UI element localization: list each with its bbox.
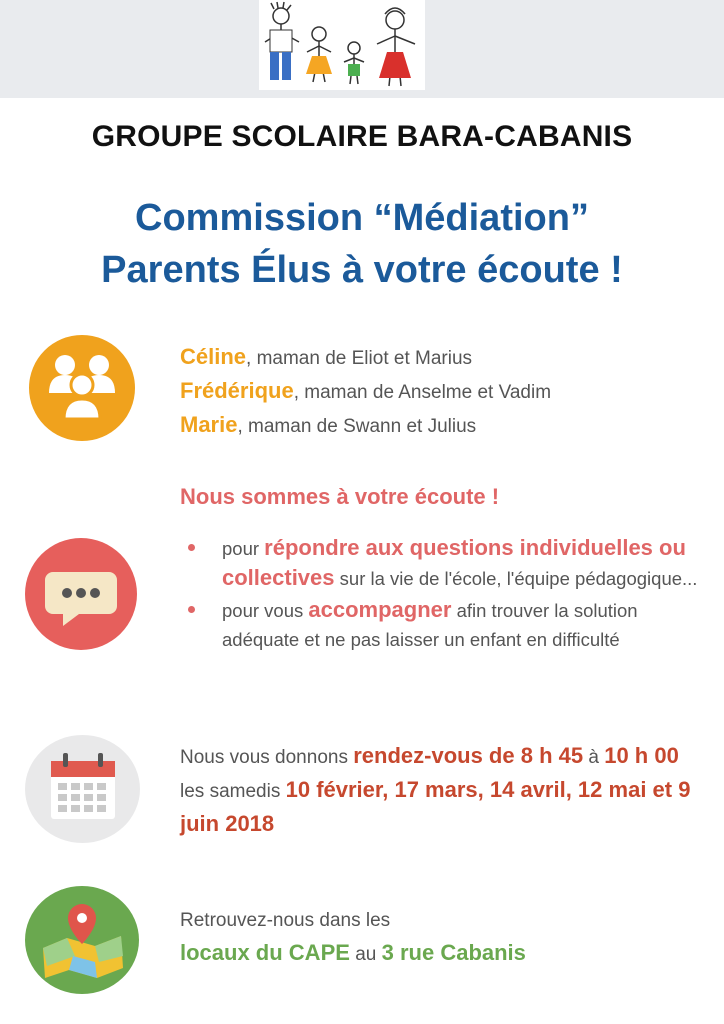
parent-item	[180, 409, 700, 443]
rdv-text: Nous vous donnons	[180, 747, 354, 768]
parents-list	[180, 341, 700, 443]
rdv-text: les samedis	[180, 781, 286, 802]
page-headline	[0, 192, 724, 296]
location-text-mid: au	[349, 944, 382, 965]
appointment-text	[180, 740, 700, 842]
calendar-icon	[25, 735, 140, 843]
listen-title: Nous sommes à votre écoute !	[180, 484, 500, 509]
bullet-highlight: répondre aux questions individuelles ou collectives	[222, 535, 686, 590]
parent-item	[180, 375, 700, 409]
parent-name: Frédérique	[180, 378, 294, 403]
location-line-1: Retrouvez-nous dans les	[180, 910, 391, 931]
bullet-text: pour vous	[222, 600, 309, 621]
location-text	[180, 905, 700, 971]
location-highlight: locaux du CAPE	[180, 940, 350, 965]
location-line-2	[180, 937, 700, 971]
bullet-highlight: accompagner	[308, 597, 452, 622]
bullet-dot	[188, 606, 195, 613]
headline-line-1: Commission “Médiation”	[135, 197, 589, 239]
rdv-text: à	[583, 747, 605, 768]
parent-name: Marie	[180, 412, 238, 437]
parent-desc: , maman de Swann et Julius	[237, 416, 477, 437]
listen-bullets	[186, 533, 716, 654]
parent-name: Céline	[180, 344, 247, 369]
school-title: GROUPE SCOLAIRE BARA-CABANIS	[91, 120, 633, 153]
list-item	[186, 595, 716, 654]
rdv-dates: 10 février, 17 mars, 14 avril, 12 mai et 9 juin 2018	[180, 777, 691, 836]
list-item	[186, 533, 716, 593]
parent-desc: , maman de Eliot et Marius	[246, 348, 473, 369]
parent-item	[180, 341, 700, 375]
rdv-highlight: rendez-vous de 8 h 45	[353, 743, 584, 768]
rdv-highlight: 10 h 00	[604, 743, 679, 768]
map-pin-icon	[25, 886, 139, 994]
people-group-icon	[29, 335, 135, 441]
location-address: 3 rue Cabanis	[381, 940, 526, 965]
family-logo	[259, 0, 425, 90]
bullet-dot	[188, 544, 195, 551]
bullet-text: pour	[222, 538, 265, 559]
headline-line-2: Parents Élus à votre écoute !	[101, 249, 623, 291]
bullet-text: afin trouver la solution adéquate et ne pas laisser un enfant en difficulté	[222, 600, 638, 650]
chat-bubble-icon	[25, 538, 137, 650]
bullet-text: sur la vie de l'école, l'équipe pédagogique...	[334, 568, 698, 589]
parent-desc: , maman de Anselme et Vadim	[293, 382, 552, 403]
